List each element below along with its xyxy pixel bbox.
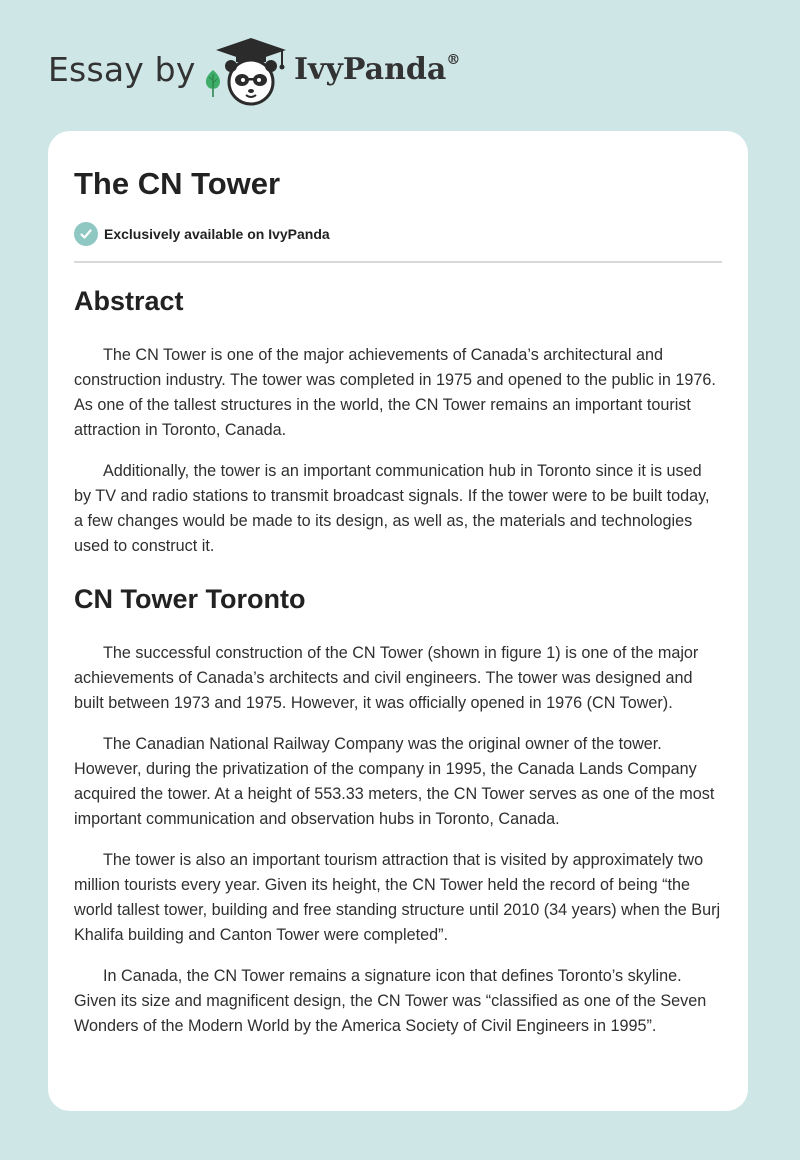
site-header <box>0 0 800 130</box>
panda-graduate-icon <box>212 36 290 108</box>
section-heading: Abstract <box>74 286 184 316</box>
essay-by-label: Essay by <box>48 50 196 89</box>
article-body <box>74 281 722 1039</box>
paragraph: In Canada, the CN Tower remains a signature icon that defines Toronto’s skyline. Given its size and magnificent design, the CN Tower was “classified as one of the Seven Wonders of the Modern World by the America Society of Civil Engineers in 1995”. <box>74 967 707 1035</box>
paragraph: The successful construction of the CN Tower (shown in figure 1) is one of the major achievements of Canada’s architects and civil engineers. The tower was designed and built between 1973 and 1975. However, it was officially opened in 1976 (CN Tower). <box>74 644 699 712</box>
brand-name: IvyPanda <box>294 52 447 87</box>
paragraph: The CN Tower is one of the major achievements of Canada’s architectural and construction industry. The tower was completed in 1975 and opened to the public in 1976. As one of the tallest structures in the world, the CN Tower remains an important tourist attraction in Toronto, Canada. <box>74 346 716 439</box>
registered-mark: ® <box>446 52 461 68</box>
title-divider <box>74 261 722 263</box>
section-cn-tower-toronto <box>74 579 722 1039</box>
page-title: The CN Tower <box>74 166 281 201</box>
section-abstract <box>74 281 722 559</box>
essay-card <box>48 131 748 1111</box>
brand-logo-text[interactable] <box>294 52 460 87</box>
paragraph: The Canadian National Railway Company was the original owner of the tower. However, during the privatization of the company in 1995, the Canada Lands Company acquired the tower. At a height of 553.33 meters, the CN Tower serves as one of the most important communication and observation hubs in Toronto, Canada. <box>74 735 715 828</box>
paragraph: The tower is also an important tourism attraction that is visited by approximately two million tourists every year. Given its height, the CN Tower held the record of being “the world tallest tower, building and free standing structure until 2010 (34 years) when the Burj Khalifa building and Canton Tower were completed”. <box>74 851 721 944</box>
paragraph: Additionally, the tower is an important communication hub in Toronto since it is used by TV and radio stations to transmit broadcast signals. If the tower were to be built today, a few changes would be made to its design, as well as, the materials and technologies used to construct it. <box>74 462 710 555</box>
check-circle-icon <box>74 222 98 246</box>
badge-label: Exclusively available on IvyPanda <box>104 226 330 242</box>
exclusive-badge <box>74 222 330 246</box>
section-heading: CN Tower Toronto <box>74 584 306 614</box>
